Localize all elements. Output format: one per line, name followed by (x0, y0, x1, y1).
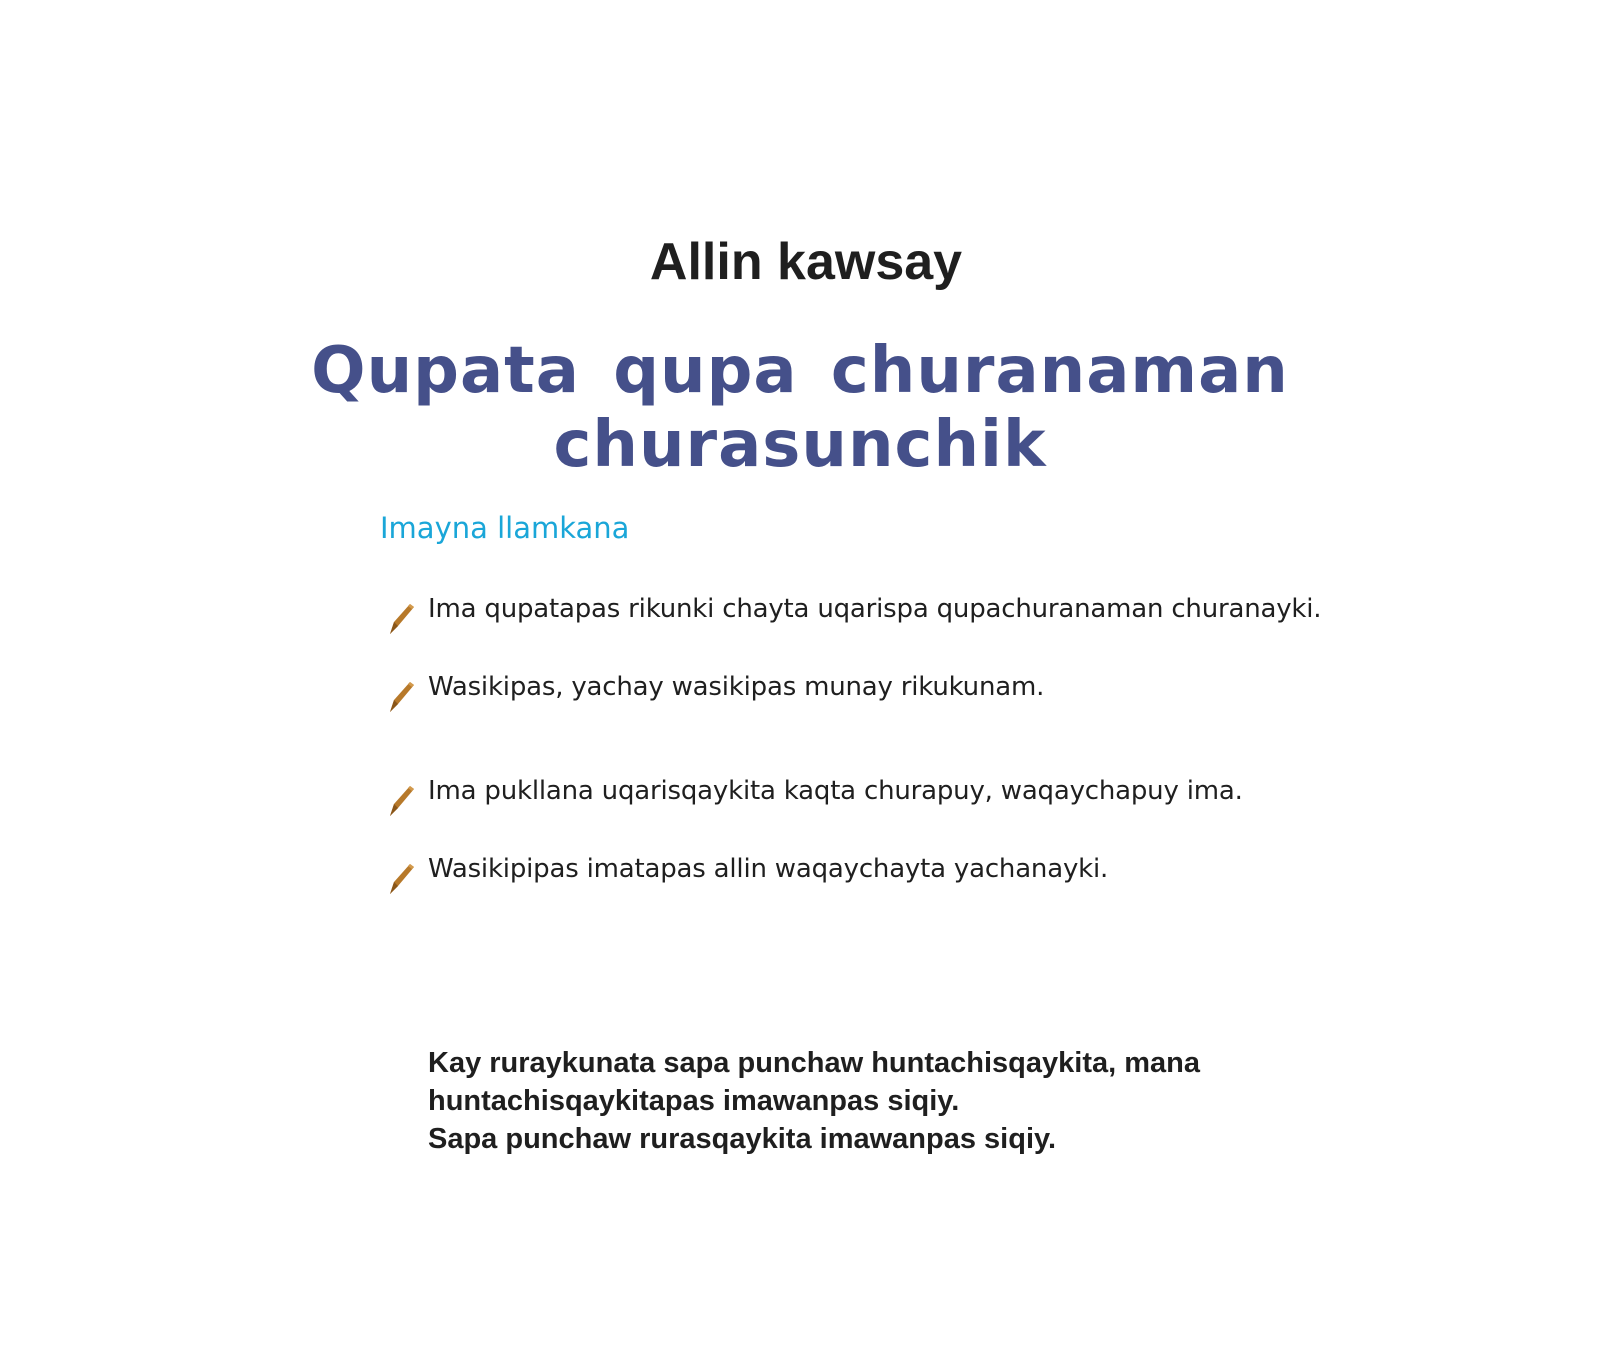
pencil-icon (388, 782, 416, 818)
main-title (0, 334, 1600, 482)
instruction-text: Wasikipipas imatapas allin waqaychayta yachanayki. (428, 854, 1109, 884)
instruction-text: Wasikipas, yachay wasikipas munay rikukunam. (428, 672, 1045, 702)
footer-note-line-2: huntachisqaykitapas imawanpas siqiy. (428, 1085, 960, 1117)
section-title (0, 232, 1600, 292)
footer-note-line-1: Kay ruraykunata sapa punchaw huntachisqaykita, mana (428, 1047, 1200, 1079)
pencil-icon (388, 678, 416, 714)
instruction-text: Ima qupatapas rikunki chayta uqarispa qupachuranaman churanayki. (428, 594, 1322, 624)
instruction-text: Ima pukllana uqarisqaykita kaqta churapuy, waqaychapuy ima. (428, 776, 1243, 806)
instructions-heading: Imayna llamkana (380, 511, 630, 545)
pencil-icon (388, 600, 416, 636)
main-title-line-1: Qupata qupa churanaman (311, 334, 1289, 408)
main-title-line-2: churasunchik (553, 408, 1047, 482)
instruction-item (388, 774, 1368, 814)
instruction-item (388, 670, 1368, 710)
footer-note-line-3: Sapa punchaw rurasqaykita imawanpas siqiy. (428, 1123, 1057, 1155)
footer-note (428, 1044, 1368, 1158)
section-title-text: Allin kawsay (649, 233, 963, 291)
instruction-item (388, 852, 1368, 892)
instruction-item (388, 592, 1368, 632)
pencil-icon (388, 860, 416, 896)
